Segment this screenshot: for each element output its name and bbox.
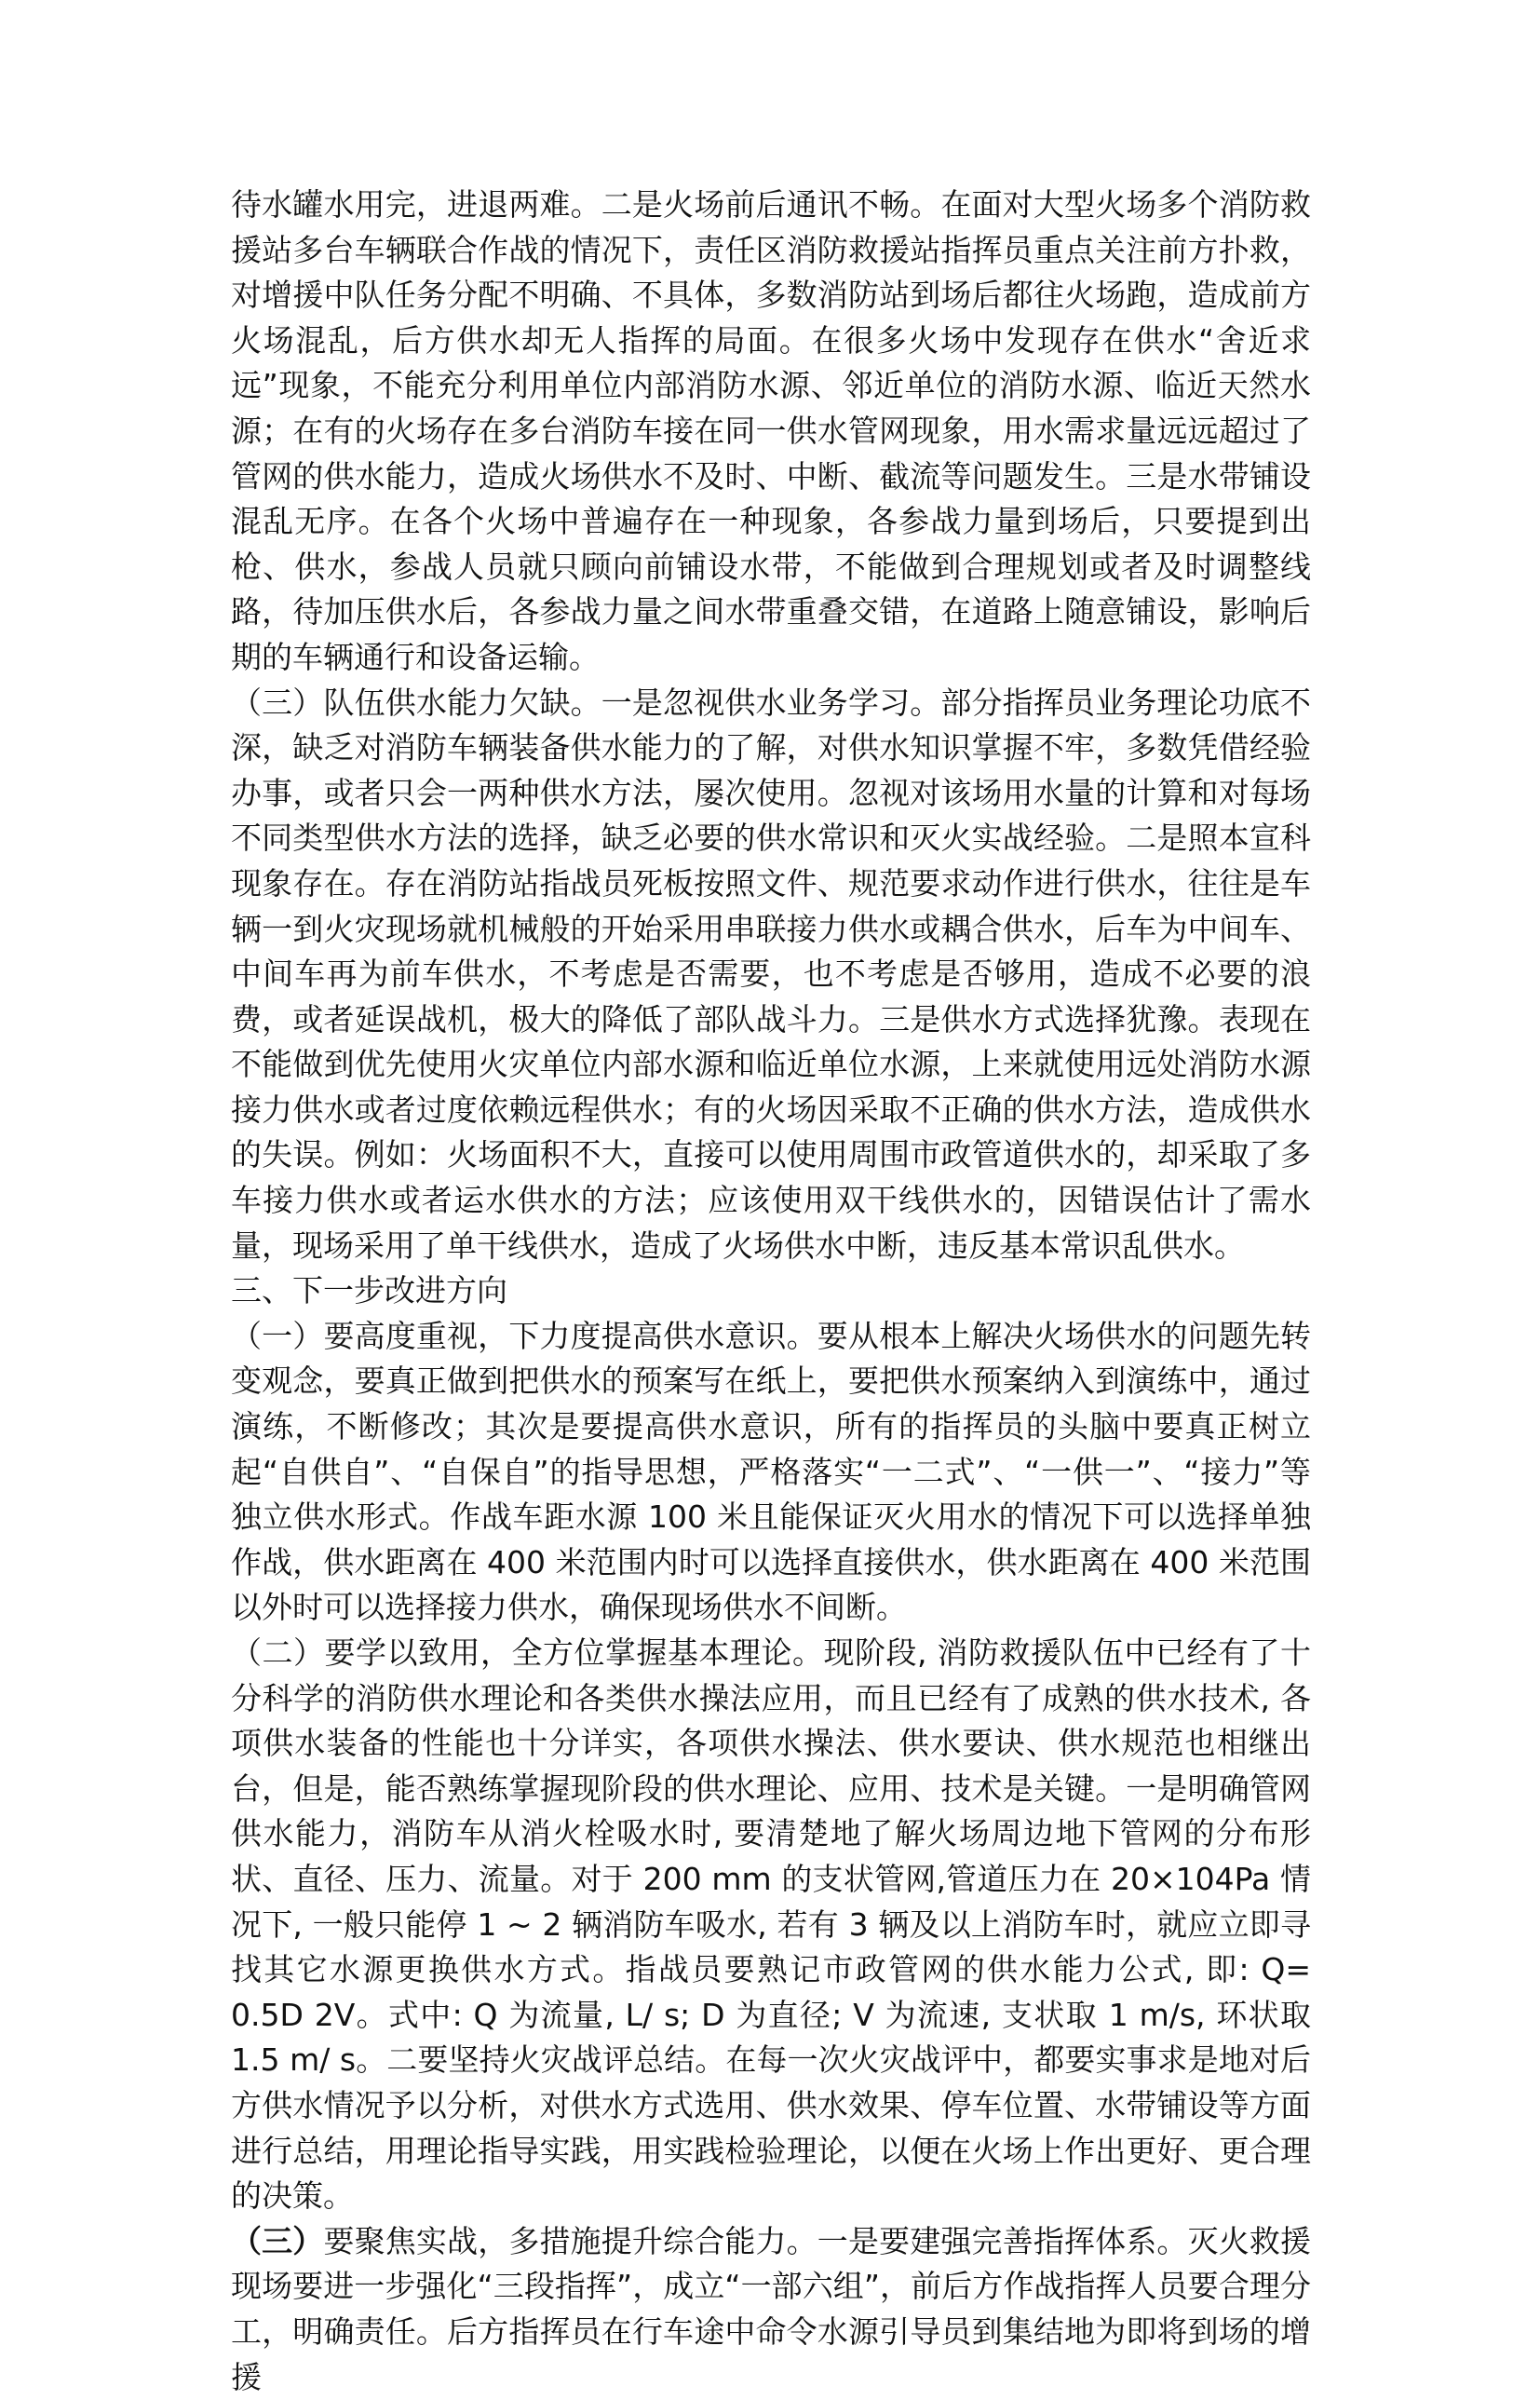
paragraph-combat-readiness [231,2219,1311,2400]
paragraph-awareness: （一）要高度重视，下力度提高供水意识。要从根本上解决火场供水的问题先转变观念，要真正做到把供水的预案写在纸上，要把供水预案纳入到演练中，通过演练，不断修改；其次是要提高供水意识，所有的指挥员的头脑中要真正树立起“自供自”、“自保自”的指导思想，严格落实“一二式”、“一供一”、“接力”等独立供水形式。作战车距水源 100 米且能保证灭火用水的情况下可以选择单独作战，供水距离在 400 米范围内时可以选择直接供水，供水距离在 400 米范围以外时可以选择接力供水，确保现场供水不间断。 [231,1317,1311,1626]
paragraph-theory: （二）要学以致用，全方位掌握基本理论。现阶段, 消防救援队伍中已经有了十分科学的消防供水理论和各类供水操法应用，而且已经有了成熟的供水技术, 各项供水装备的性能也十分详实，各项供水操法、供水要诀、供水规范也相继出台，但是，能否熟练掌握现阶段的供水理论、应用、技术是关键。一是明确管网供水能力，消防车从消火栓吸水时, 要清楚地了解火场周边地下管网的分布形状、直径、压力、流量。对于 200 mm 的支状管网,管道压力在 20×104Pa 情况下, 一般只能停 1 ~ 2 辆消防车吸水, 若有 3 辆及以上消防车时，就应立即寻找其它水源更换供水方式。指战员要熟记市政管网的供水能力公式, 即: Q= 0.5D 2V。式中: Q 为流量, L/ s; D 为直径; V 为流速, 支状取 1 m/s, 环状取 1.5 m/ s。二要坚持火灾战评总结。在每一次火灾战评中，都要实事求是地对后方供水情况予以分析，对供水方式选用、供水效果、停车位置、水带铺设等方面进行总结，用理论指导实践，用实践检验理论，以便在火场上作出更好、更合理的决策。 [231,1634,1311,2215]
paragraph-body: 要聚焦实战，多措施提升综合能力。一是要建强完善指挥体系。灭火救援现场要进一步强化“三段指挥”，成立“一部六组”，前后方作战指挥人员要合理分工，明确责任。后方指挥员在行车途中命令水源引导员到集结地为即将到场的增援 [231,2222,1312,2395]
paragraph-supply-capability: （三）队伍供水能力欠缺。一是忽视供水业务学习。部分指挥员业务理论功底不深，缺乏对消防车辆装备供水能力的了解，对供水知识掌握不牢，多数凭借经验办事，或者只会一两种供水方法，屡次使用。忽视对该场用水量的计算和对每场不同类型供水方法的选择，缺乏必要的供水常识和灭火实战经验。二是照本宣科现象存在。存在消防站指战员死板按照文件、规范要求动作进行供水，往往是车辆一到火灾现场就机械般的开始采用串联接力供水或耦合供水，后车为中间车、中间车再为前车供水，不考虑是否需要，也不考虑是否够用，造成不必要的浪费，或者延误战机，极大的降低了部队战斗力。三是供水方式选择犹豫。表现在不能做到优先使用火灾单位内部水源和临近单位水源，上来就使用远处消防水源接力供水或者过度依赖远程供水；有的火场因采取不正确的供水方法，造成供水的失误。例如：火场面积不大，直接可以使用周围市政管道供水的，却采取了多车接力供水或者运水供水的方法；应该使用双干线供水的，因错误估计了需水量，现场采用了单干线供水，造成了火场供水中断，违反基本常识乱供水。 [231,684,1311,1264]
paragraph-water-supply-problems: 待水罐水用完，进退两难。二是火场前后通讯不畅。在面对大型火场多个消防救援站多台车辆联合作战的情况下，责任区消防救援站指挥员重点关注前方扑救，对增援中队任务分配不明确、不具体，多数消防站到场后都往火场跑，造成前方火场混乱，后方供水却无人指挥的局面。在很多火场中发现存在供水“舍近求远”现象，不能充分利用单位内部消防水源、邻近单位的消防水源、临近天然水源；在有的火场存在多台消防车接在同一供水管网现象，用水需求量远远超过了管网的供水能力，造成火场供水不及时、中断、截流等问题发生。三是水带铺设混乱无序。在各个火场中普遍存在一种现象，各参战力量到场后，只要提到出枪、供水，参战人员就只顾向前铺设水带，不能做到合理规划或者及时调整线路，待加压供水后，各参战力量之间水带重叠交错，在道路上随意铺设，影响后期的车辆通行和设备运输。 [231,186,1311,675]
section-heading: 三、下一步改进方向 [231,1272,507,1309]
paragraph-lead-number: （三） [231,2222,324,2259]
document-page [231,183,1311,2400]
